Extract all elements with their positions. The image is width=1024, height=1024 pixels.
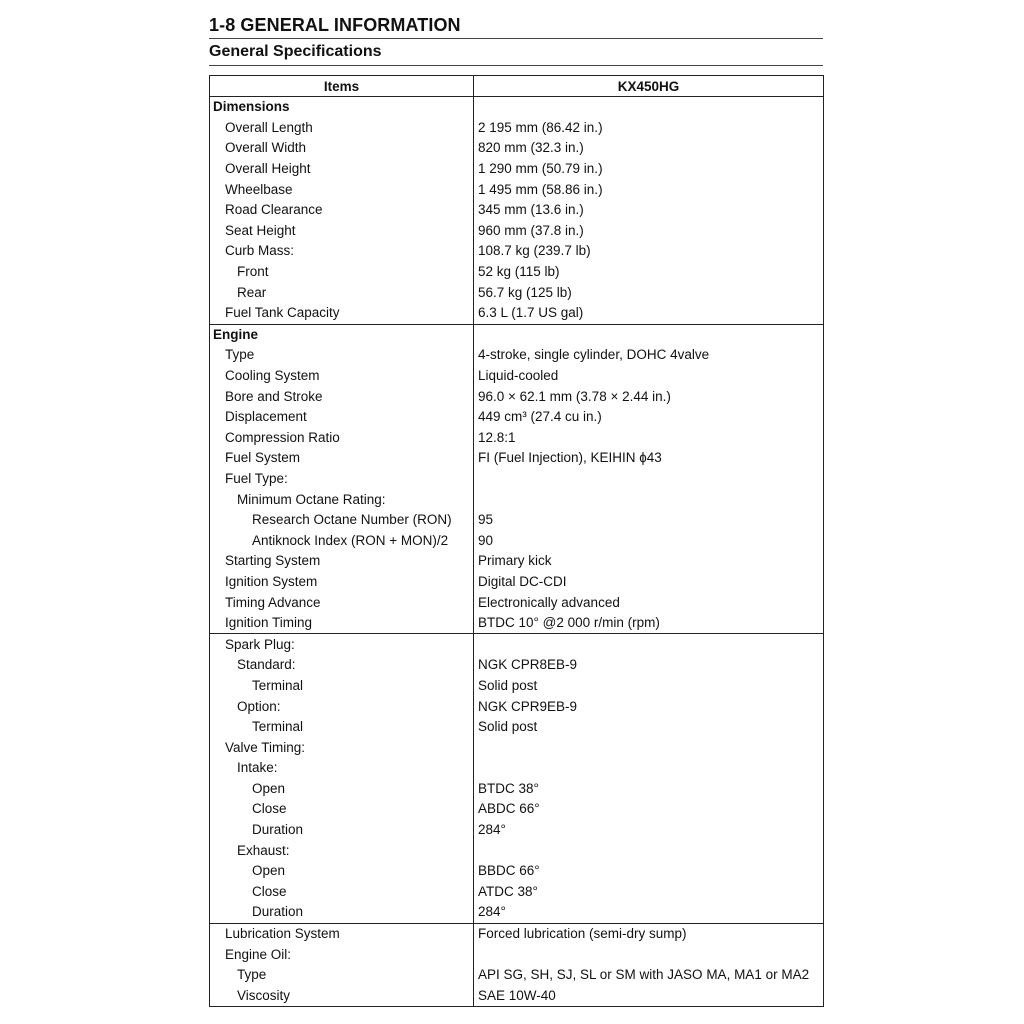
spec-value: 108.7 kg (239.7 lb) — [474, 241, 824, 262]
spec-item-label: Open — [210, 779, 474, 800]
spec-item-label: Rear — [210, 282, 474, 303]
spec-item-label: Close — [210, 882, 474, 903]
spec-value: 284° — [474, 902, 824, 923]
spec-value: 820 mm (32.3 in.) — [474, 138, 824, 159]
table-row — [210, 882, 824, 903]
table-row — [210, 118, 824, 139]
spec-value: ATDC 38° — [474, 882, 824, 903]
spec-value: 52 kg (115 lb) — [474, 262, 824, 283]
table-row — [210, 448, 824, 469]
specifications-table — [209, 75, 824, 1007]
spec-value — [474, 840, 824, 861]
spec-item-label: Overall Height — [210, 159, 474, 180]
spec-value: NGK CPR8EB-9 — [474, 655, 824, 676]
table-row — [210, 179, 824, 200]
spec-value: BBDC 66° — [474, 861, 824, 882]
spec-item-label: Research Octane Number (RON) — [210, 510, 474, 531]
spec-value — [474, 97, 824, 118]
spec-value: 2 195 mm (86.42 in.) — [474, 118, 824, 139]
table-row — [210, 221, 824, 242]
spec-item-label: Road Clearance — [210, 200, 474, 221]
spec-value: 1 495 mm (58.86 in.) — [474, 179, 824, 200]
spec-value: Forced lubrication (semi-dry sump) — [474, 923, 824, 944]
spec-value: Solid post — [474, 676, 824, 697]
spec-item-label: Spark Plug: — [210, 634, 474, 655]
spec-item-label: Viscosity — [210, 986, 474, 1007]
table-row — [210, 469, 824, 490]
table-row — [210, 97, 824, 118]
spec-item-label: Valve Timing: — [210, 737, 474, 758]
spec-item-label: Fuel System — [210, 448, 474, 469]
page-header — [209, 12, 823, 66]
spec-item-label: Starting System — [210, 551, 474, 572]
table-row — [210, 965, 824, 986]
section-title: General Specifications — [209, 39, 823, 66]
spec-value: 345 mm (13.6 in.) — [474, 200, 824, 221]
table-row — [210, 324, 824, 345]
table-row — [210, 820, 824, 841]
table-row — [210, 366, 824, 387]
spec-value: Digital DC-CDI — [474, 572, 824, 593]
chapter-title: 1-8 GENERAL INFORMATION — [209, 12, 823, 39]
table-body — [210, 97, 824, 1007]
spec-item-label: Duration — [210, 902, 474, 923]
spec-item-label: Standard: — [210, 655, 474, 676]
spec-value: BTDC 10° @2 000 r/min (rpm) — [474, 613, 824, 634]
spec-item-label: Type — [210, 965, 474, 986]
spec-item-label: Close — [210, 799, 474, 820]
spec-value: Solid post — [474, 717, 824, 738]
table-row — [210, 758, 824, 779]
table-row — [210, 592, 824, 613]
spec-value: BTDC 38° — [474, 779, 824, 800]
spec-value: NGK CPR9EB-9 — [474, 696, 824, 717]
table-row — [210, 530, 824, 551]
spec-item-label: Cooling System — [210, 366, 474, 387]
spec-item-label: Intake: — [210, 758, 474, 779]
spec-value: 284° — [474, 820, 824, 841]
table-row — [210, 428, 824, 449]
table-row — [210, 241, 824, 262]
table-row — [210, 655, 824, 676]
table-row — [210, 407, 824, 428]
table-row — [210, 737, 824, 758]
spec-value: Liquid-cooled — [474, 366, 824, 387]
spec-value: 6.3 L (1.7 US gal) — [474, 303, 824, 324]
spec-item-label: Type — [210, 345, 474, 366]
table-row — [210, 551, 824, 572]
spec-item-label: Ignition Timing — [210, 613, 474, 634]
spec-item-label: Displacement — [210, 407, 474, 428]
spec-value: 95 — [474, 510, 824, 531]
spec-value — [474, 634, 824, 655]
spec-item-label: Curb Mass: — [210, 241, 474, 262]
table-row — [210, 696, 824, 717]
spec-item-label: Antiknock Index (RON + MON)/2 — [210, 530, 474, 551]
spec-item-label: Bore and Stroke — [210, 386, 474, 407]
spec-item-label: Fuel Type: — [210, 469, 474, 490]
spec-value: 449 cm³ (27.4 cu in.) — [474, 407, 824, 428]
spec-item-label: Exhaust: — [210, 840, 474, 861]
spec-value: Electronically advanced — [474, 592, 824, 613]
spec-value: ABDC 66° — [474, 799, 824, 820]
spec-value: 960 mm (37.8 in.) — [474, 221, 824, 242]
spec-item-label: Minimum Octane Rating: — [210, 489, 474, 510]
spec-value: 90 — [474, 530, 824, 551]
spec-item-label: Fuel Tank Capacity — [210, 303, 474, 324]
table-row — [210, 572, 824, 593]
spec-value: 12.8:1 — [474, 428, 824, 449]
spec-item-label: Engine — [210, 324, 474, 345]
spec-item-label: Compression Ratio — [210, 428, 474, 449]
spec-item-label: Lubrication System — [210, 923, 474, 944]
spec-value — [474, 944, 824, 965]
table-row — [210, 923, 824, 944]
spec-value — [474, 324, 824, 345]
model-column-header: KX450HG — [474, 76, 824, 97]
spec-value — [474, 469, 824, 490]
spec-value: FI (Fuel Injection), KEIHIN ɸ43 — [474, 448, 824, 469]
table-row — [210, 634, 824, 655]
table-row — [210, 138, 824, 159]
spec-value — [474, 489, 824, 510]
spec-value: 1 290 mm (50.79 in.) — [474, 159, 824, 180]
spec-item-label: Wheelbase — [210, 179, 474, 200]
spec-item-label: Front — [210, 262, 474, 283]
table-row — [210, 840, 824, 861]
table-row — [210, 489, 824, 510]
table-row — [210, 386, 824, 407]
table-row — [210, 613, 824, 634]
spec-value: SAE 10W-40 — [474, 986, 824, 1007]
spec-value: API SG, SH, SJ, SL or SM with JASO MA, MA1 or MA2 — [474, 965, 824, 986]
spec-item-label: Seat Height — [210, 221, 474, 242]
spec-item-label: Overall Length — [210, 118, 474, 139]
table-header-row — [210, 76, 824, 97]
table-row — [210, 510, 824, 531]
table-row — [210, 717, 824, 738]
spec-item-label: Open — [210, 861, 474, 882]
items-column-header: Items — [210, 76, 474, 97]
spec-item-label: Duration — [210, 820, 474, 841]
table-row — [210, 944, 824, 965]
spec-value — [474, 758, 824, 779]
spec-item-label: Option: — [210, 696, 474, 717]
spec-item-label: Terminal — [210, 676, 474, 697]
table-row — [210, 282, 824, 303]
spec-item-label: Overall Width — [210, 138, 474, 159]
table-row — [210, 799, 824, 820]
spec-item-label: Timing Advance — [210, 592, 474, 613]
table-row — [210, 779, 824, 800]
spec-value: 4-stroke, single cylinder, DOHC 4valve — [474, 345, 824, 366]
spec-value: 96.0 × 62.1 mm (3.78 × 2.44 in.) — [474, 386, 824, 407]
spec-value — [474, 737, 824, 758]
table-row — [210, 902, 824, 923]
spec-item-label: Engine Oil: — [210, 944, 474, 965]
spec-item-label: Terminal — [210, 717, 474, 738]
spec-item-label: Ignition System — [210, 572, 474, 593]
table-row — [210, 159, 824, 180]
table-row — [210, 861, 824, 882]
spec-value: 56.7 kg (125 lb) — [474, 282, 824, 303]
table-row — [210, 676, 824, 697]
table-row — [210, 303, 824, 324]
spec-value: Primary kick — [474, 551, 824, 572]
table-row — [210, 345, 824, 366]
table-row — [210, 200, 824, 221]
table-row — [210, 986, 824, 1007]
table-row — [210, 262, 824, 283]
spec-item-label: Dimensions — [210, 97, 474, 118]
